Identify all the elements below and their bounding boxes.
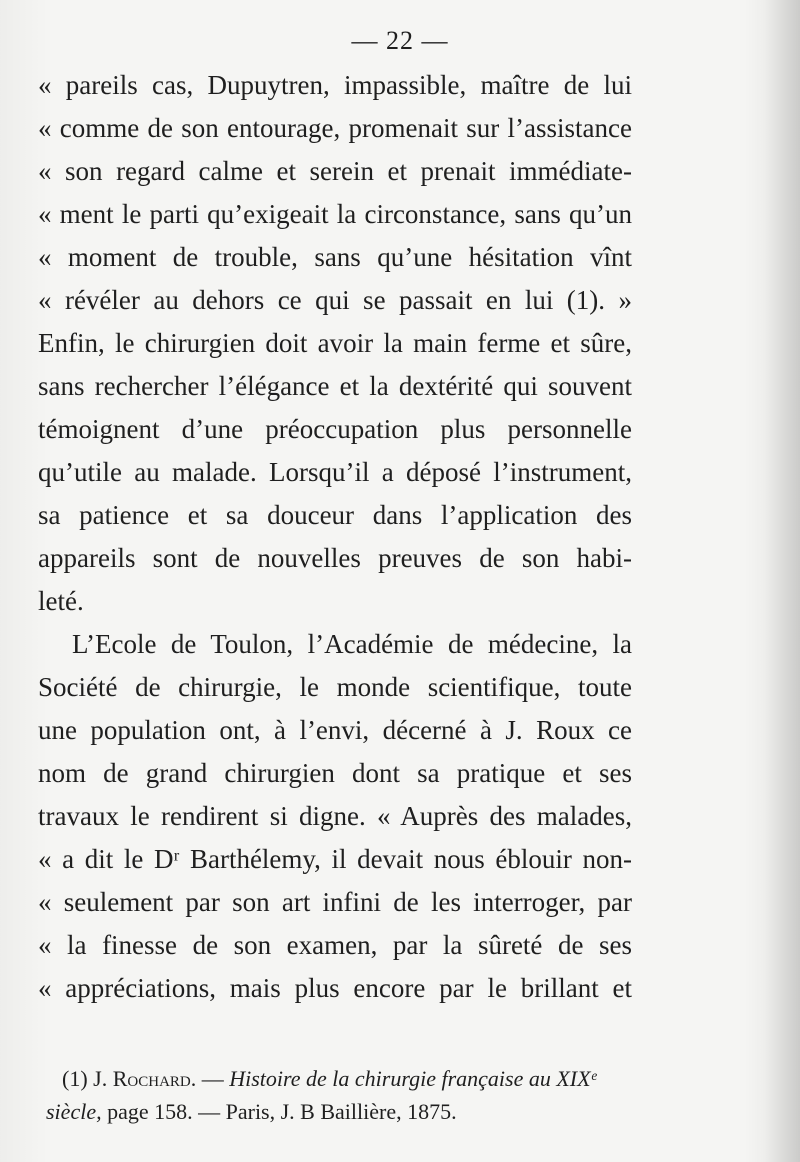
text-line-18: travaux le rendirent si digne. « Auprès des malades, [38,801,632,831]
footnote-line-2 [46,1095,636,1128]
footnote-title: Histoire de la chirurgie française au XIXᵉ [229,1066,597,1091]
page-number: — 22 — [351,26,449,55]
text-line-14: L’Ecole de Toulon, l’Académie de médecine, la [72,629,632,659]
text-line-19: « a dit le Dʳ Barthélemy, il devait nous éblouir non- [38,844,632,874]
main-text-block [38,64,632,1010]
footnote-author: Rochard. [112,1066,197,1091]
footnote-publication: page 158. — Paris, J. B Baillière, 1875. [107,1099,457,1124]
text-line-10: qu’utile au malade. Lorsqu’il a déposé l’instrument, [38,457,632,487]
text-line-4: « ment le parti qu’exigeait la circonstance, sans qu’un [38,199,632,229]
text-line-6: « révéler au dehors ce qui se passait en lui (1). » [38,285,632,315]
text-line-17: nom de grand chirurgien dont sa pratique et ses [38,758,632,788]
text-line-11: sa patience et sa douceur dans l’application des [38,500,632,530]
page-edge-shadow [764,0,800,1162]
text-line-16: une population ont, à l’envi, décerné à J. Roux ce [38,715,632,745]
text-line-21: « la finesse de son examen, par la sûreté de ses [38,930,632,960]
text-line-7: Enfin, le chirurgien doit avoir la main ferme et sûre, [38,328,632,358]
text-line-22: « appréciations, mais plus encore par le brillant et [38,973,632,1003]
footnote-marker: (1) J. [62,1066,108,1091]
text-line-1: « pareils cas, Dupuytren, impassible, maître de lui [38,70,632,100]
footnote-dash: — [201,1066,224,1091]
text-line-15: Société de chirurgie, le monde scientifique, toute [38,672,632,702]
text-line-2: « comme de son entourage, promenait sur l’assistance [38,113,632,143]
footnote-line-1 [46,1062,636,1095]
text-line-20: « seulement par son art infini de les interroger, par [38,887,632,917]
text-line-8: sans rechercher l’élégance et la dextérité qui souvent [38,371,632,401]
footnote [46,1062,636,1128]
text-line-9: témoignent d’une préoccupation plus personnelle [38,414,632,444]
text-line-5: « moment de trouble, sans qu’une hésitation vînt [38,242,632,272]
text-line-12: appareils sont de nouvelles preuves de son habi- [38,543,632,573]
footnote-title-continued: siècle, [46,1099,102,1124]
text-line-13: leté. [38,586,84,616]
text-line-3: « son regard calme et serein et prenait immédiate- [38,156,632,186]
